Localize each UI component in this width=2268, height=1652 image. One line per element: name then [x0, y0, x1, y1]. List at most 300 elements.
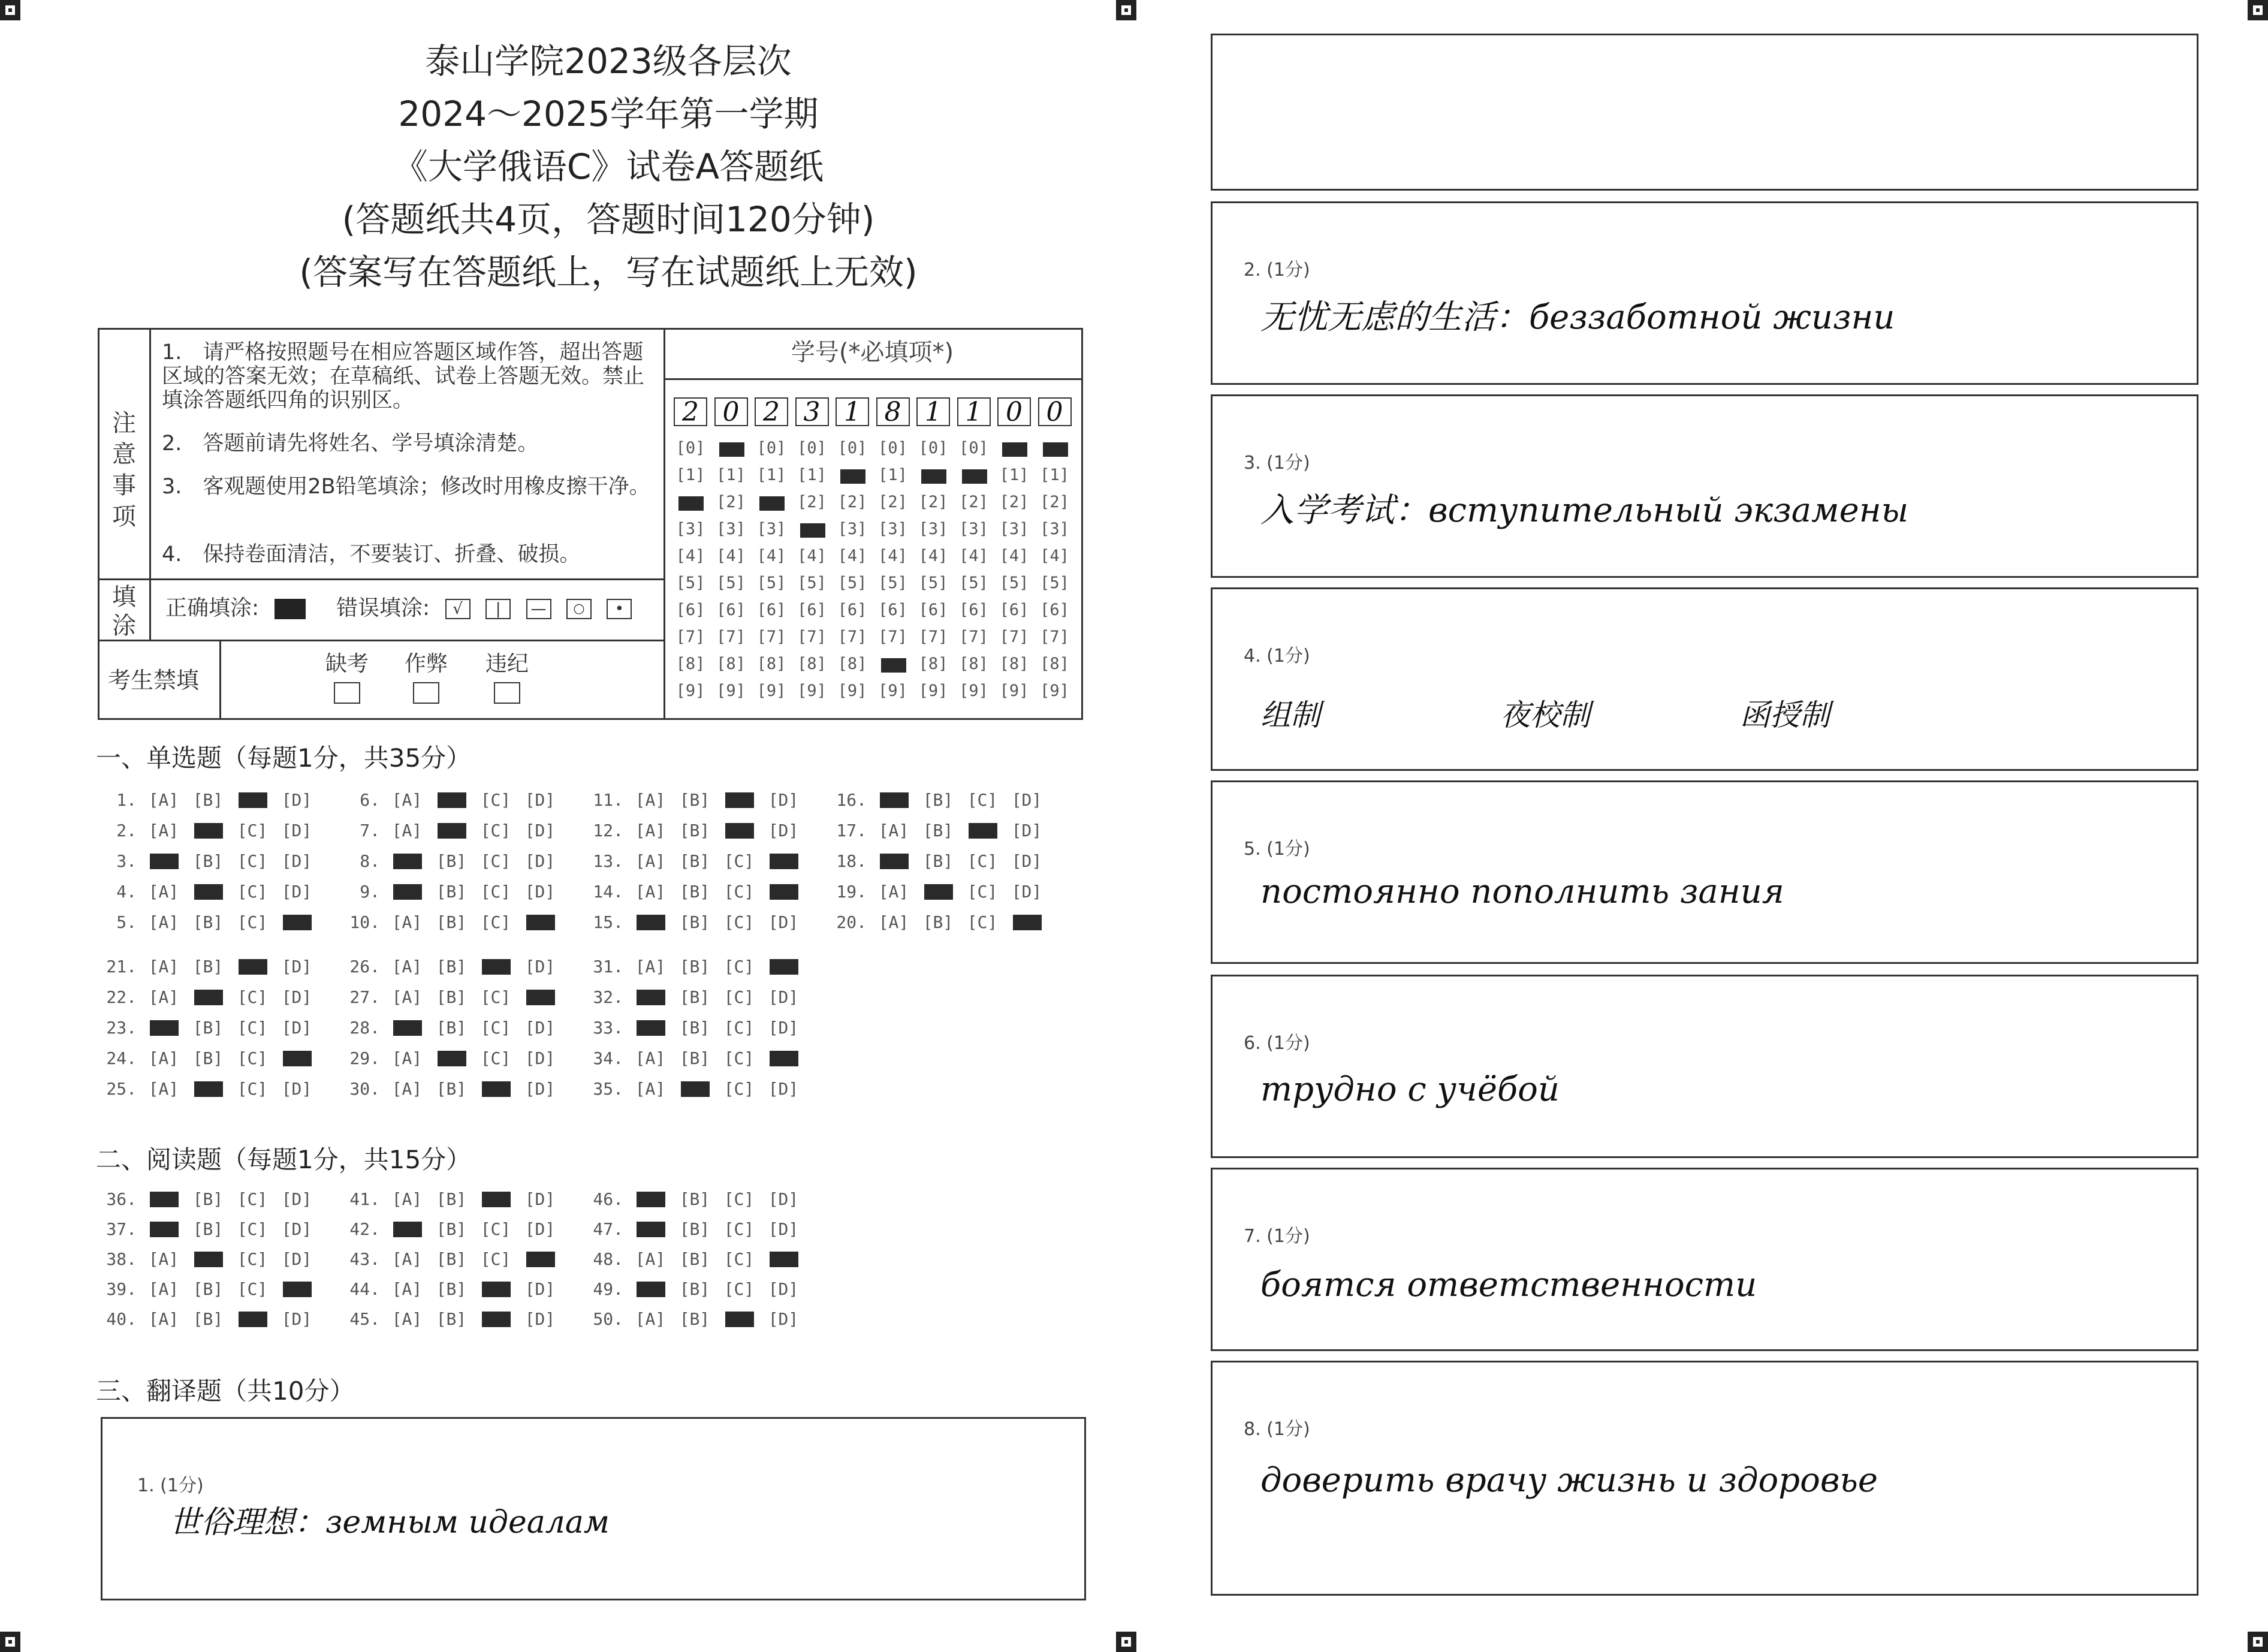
student-id-bubble-col8-1[interactable]	[957, 466, 991, 484]
absent-checkbox[interactable]	[334, 682, 360, 704]
option-a-bubble[interactable]: [A]	[391, 912, 423, 932]
option-d-bubble[interactable]: [D]	[281, 1189, 312, 1209]
option-a-bubble[interactable]	[628, 912, 672, 932]
option-c-bubble[interactable]: [C]	[237, 1079, 268, 1099]
student-id-bubble-col10-5[interactable]: [5]	[1040, 574, 1069, 592]
student-id-bubble-col1-6[interactable]: [6]	[675, 601, 705, 619]
option-c-bubble[interactable]	[473, 1309, 518, 1329]
option-b-bubble[interactable]: [B]	[192, 1279, 224, 1299]
option-d-bubble[interactable]	[761, 851, 806, 871]
option-c-bubble[interactable]: [C]	[237, 1279, 268, 1299]
option-c-bubble[interactable]	[230, 1309, 275, 1329]
student-id-bubble-col6-0[interactable]: [0]	[878, 439, 907, 457]
student-id-bubble-col8-6[interactable]: [6]	[959, 601, 988, 619]
option-d-bubble[interactable]: [D]	[524, 1189, 556, 1209]
student-id-bubble-col5-8[interactable]: [8]	[837, 655, 867, 673]
student-id-bubble-col7-3[interactable]: [3]	[918, 520, 948, 538]
option-b-bubble[interactable]: [B]	[679, 851, 710, 871]
option-b-bubble[interactable]: [B]	[436, 1079, 467, 1099]
student-id-bubble-col7-7[interactable]: [7]	[918, 628, 948, 646]
student-id-bubble-col5-4[interactable]: [4]	[837, 547, 867, 565]
option-a-bubble[interactable]: [A]	[148, 1048, 179, 1068]
option-b-bubble[interactable]: [B]	[192, 957, 224, 976]
option-d-bubble[interactable]	[518, 987, 562, 1007]
option-b-bubble[interactable]: [B]	[922, 821, 954, 840]
option-d-bubble[interactable]: [D]	[281, 790, 312, 810]
option-d-bubble[interactable]: [D]	[768, 987, 799, 1007]
option-b-bubble[interactable]: [B]	[679, 1048, 710, 1068]
option-b-bubble[interactable]	[186, 821, 230, 840]
option-a-bubble[interactable]: [A]	[391, 957, 423, 976]
option-a-bubble[interactable]	[385, 882, 429, 902]
option-b-bubble[interactable]: [B]	[436, 1279, 467, 1299]
student-id-bubble-col10-1[interactable]: [1]	[1040, 466, 1069, 484]
option-b-bubble[interactable]: [B]	[679, 957, 710, 976]
option-d-bubble[interactable]: [D]	[768, 1219, 799, 1239]
option-a-bubble[interactable]	[871, 790, 916, 810]
option-b-bubble[interactable]	[429, 821, 473, 840]
option-c-bubble[interactable]: [C]	[480, 851, 511, 871]
option-a-bubble[interactable]	[628, 1279, 672, 1299]
option-b-bubble[interactable]: [B]	[436, 912, 467, 932]
option-c-bubble[interactable]	[230, 790, 275, 810]
translation-box-3[interactable]	[1211, 394, 2198, 578]
option-a-bubble[interactable]	[385, 1219, 429, 1239]
student-id-bubble-col10-4[interactable]: [4]	[1040, 547, 1069, 565]
option-a-bubble[interactable]: [A]	[635, 851, 666, 871]
option-c-bubble[interactable]: [C]	[237, 882, 268, 902]
option-c-bubble[interactable]	[473, 1079, 518, 1099]
option-b-bubble[interactable]: [B]	[436, 987, 467, 1007]
student-id-bubble-col10-0[interactable]	[1038, 439, 1072, 457]
option-a-bubble[interactable]: [A]	[391, 1309, 423, 1329]
option-c-bubble[interactable]: [C]	[967, 790, 998, 810]
option-d-bubble[interactable]: [D]	[524, 790, 556, 810]
option-a-bubble[interactable]: [A]	[635, 957, 666, 976]
translation-box-4[interactable]	[1211, 587, 2198, 771]
option-d-bubble[interactable]	[518, 912, 562, 932]
student-id-bubble-col9-1[interactable]: [1]	[999, 466, 1029, 484]
option-a-bubble[interactable]: [A]	[635, 1048, 666, 1068]
option-d-bubble[interactable]: [D]	[524, 1279, 556, 1299]
option-b-bubble[interactable]: [B]	[436, 1309, 467, 1329]
student-id-bubble-col9-0[interactable]	[997, 439, 1031, 457]
student-id-bubble-col6-5[interactable]: [5]	[878, 574, 907, 592]
option-d-bubble[interactable]	[275, 1279, 319, 1299]
student-id-bubble-col4-4[interactable]: [4]	[797, 547, 827, 565]
student-id-bubble-col6-4[interactable]: [4]	[878, 547, 907, 565]
option-a-bubble[interactable]	[385, 1018, 429, 1038]
translation-box-1[interactable]	[101, 1417, 1086, 1600]
option-d-bubble[interactable]: [D]	[281, 821, 312, 840]
student-id-bubble-col6-1[interactable]: [1]	[878, 466, 907, 484]
student-id-bubble-col1-5[interactable]: [5]	[675, 574, 705, 592]
translation-box-2[interactable]	[1211, 201, 2198, 385]
option-a-bubble[interactable]: [A]	[635, 1079, 666, 1099]
option-c-bubble[interactable]: [C]	[723, 957, 755, 976]
option-d-bubble[interactable]: [D]	[524, 851, 556, 871]
student-id-bubble-col1-9[interactable]: [9]	[675, 682, 705, 700]
option-a-bubble[interactable]	[628, 1018, 672, 1038]
option-d-bubble[interactable]: [D]	[524, 1018, 556, 1038]
option-a-bubble[interactable]	[871, 851, 916, 871]
option-b-bubble[interactable]: [B]	[679, 1189, 710, 1209]
option-c-bubble[interactable]	[717, 821, 761, 840]
option-d-bubble[interactable]: [D]	[1011, 821, 1042, 840]
student-id-bubble-col4-0[interactable]: [0]	[797, 439, 827, 457]
translation-box-6[interactable]	[1211, 975, 2198, 1158]
option-b-bubble[interactable]	[429, 1048, 473, 1068]
option-c-bubble[interactable]: [C]	[723, 1249, 755, 1269]
student-id-bubble-col7-5[interactable]: [5]	[918, 574, 948, 592]
option-c-bubble[interactable]	[960, 821, 1005, 840]
option-b-bubble[interactable]: [B]	[436, 1018, 467, 1038]
student-id-bubble-col2-2[interactable]: [2]	[716, 493, 746, 511]
option-d-bubble[interactable]: [D]	[281, 851, 312, 871]
student-id-bubble-col3-1[interactable]: [1]	[756, 466, 786, 484]
student-id-bubble-col4-3[interactable]	[795, 520, 829, 538]
option-c-bubble[interactable]: [C]	[723, 1048, 755, 1068]
option-c-bubble[interactable]: [C]	[480, 790, 511, 810]
option-c-bubble[interactable]: [C]	[237, 912, 268, 932]
option-c-bubble[interactable]: [C]	[723, 1279, 755, 1299]
option-c-bubble[interactable]: [C]	[723, 987, 755, 1007]
student-id-bubble-col4-6[interactable]: [6]	[797, 601, 827, 619]
option-a-bubble[interactable]: [A]	[635, 1309, 666, 1329]
student-id-bubble-col5-0[interactable]: [0]	[837, 439, 867, 457]
option-d-bubble[interactable]: [D]	[768, 790, 799, 810]
option-b-bubble[interactable]	[672, 1079, 717, 1099]
student-id-bubble-col4-2[interactable]: [2]	[797, 493, 827, 511]
option-a-bubble[interactable]	[141, 1018, 186, 1038]
student-id-bubble-col2-0[interactable]	[714, 439, 748, 457]
student-id-bubble-col10-9[interactable]: [9]	[1040, 682, 1069, 700]
student-id-bubble-col4-5[interactable]: [5]	[797, 574, 827, 592]
option-d-bubble[interactable]: [D]	[281, 987, 312, 1007]
option-b-bubble[interactable]: [B]	[192, 1309, 224, 1329]
student-id-bubble-col6-3[interactable]: [3]	[878, 520, 907, 538]
student-id-bubble-col5-1[interactable]	[836, 466, 869, 484]
option-a-bubble[interactable]: [A]	[148, 1309, 179, 1329]
student-id-bubble-col3-6[interactable]: [6]	[756, 601, 786, 619]
option-a-bubble[interactable]: [A]	[635, 882, 666, 902]
option-c-bubble[interactable]: [C]	[237, 1048, 268, 1068]
option-a-bubble[interactable]: [A]	[148, 1279, 179, 1299]
student-id-bubble-col3-7[interactable]: [7]	[756, 628, 786, 646]
option-c-bubble[interactable]: [C]	[237, 1018, 268, 1038]
student-id-bubble-col3-4[interactable]: [4]	[756, 547, 786, 565]
student-id-bubble-col8-2[interactable]: [2]	[959, 493, 988, 511]
violation-checkbox[interactable]	[494, 682, 520, 704]
option-b-bubble[interactable]: [B]	[679, 1018, 710, 1038]
student-id-bubble-col6-2[interactable]: [2]	[878, 493, 907, 511]
option-a-bubble[interactable]: [A]	[391, 987, 423, 1007]
option-c-bubble[interactable]: [C]	[480, 882, 511, 902]
option-c-bubble[interactable]: [C]	[480, 912, 511, 932]
option-b-bubble[interactable]: [B]	[436, 1249, 467, 1269]
student-id-bubble-col9-4[interactable]: [4]	[999, 547, 1029, 565]
option-b-bubble[interactable]: [B]	[679, 987, 710, 1007]
option-c-bubble[interactable]: [C]	[967, 912, 998, 932]
option-c-bubble[interactable]	[230, 957, 275, 976]
student-id-bubble-col4-1[interactable]: [1]	[797, 466, 827, 484]
option-d-bubble[interactable]: [D]	[281, 1309, 312, 1329]
option-c-bubble[interactable]	[717, 1309, 761, 1329]
option-a-bubble[interactable]	[628, 1189, 672, 1209]
option-c-bubble[interactable]: [C]	[967, 851, 998, 871]
option-d-bubble[interactable]: [D]	[281, 1079, 312, 1099]
option-a-bubble[interactable]: [A]	[878, 912, 909, 932]
option-c-bubble[interactable]: [C]	[480, 1249, 511, 1269]
option-d-bubble[interactable]: [D]	[768, 1018, 799, 1038]
option-d-bubble[interactable]	[1005, 912, 1049, 932]
option-c-bubble[interactable]: [C]	[237, 987, 268, 1007]
student-id-bubble-col9-2[interactable]: [2]	[999, 493, 1029, 511]
student-id-bubble-col1-1[interactable]: [1]	[675, 466, 705, 484]
student-id-bubble-col2-6[interactable]: [6]	[716, 601, 746, 619]
student-id-bubble-col9-5[interactable]: [5]	[999, 574, 1029, 592]
option-b-bubble[interactable]	[429, 790, 473, 810]
option-b-bubble[interactable]: [B]	[679, 790, 710, 810]
option-b-bubble[interactable]	[186, 1079, 230, 1099]
option-a-bubble[interactable]: [A]	[148, 790, 179, 810]
option-a-bubble[interactable]: [A]	[148, 1079, 179, 1099]
option-d-bubble[interactable]: [D]	[524, 1079, 556, 1099]
option-b-bubble[interactable]	[916, 882, 960, 902]
option-c-bubble[interactable]: [C]	[237, 821, 268, 840]
option-d-bubble[interactable]: [D]	[768, 1189, 799, 1209]
student-id-bubble-col6-9[interactable]: [9]	[878, 682, 907, 700]
option-d-bubble[interactable]: [D]	[524, 1309, 556, 1329]
student-id-bubble-col6-6[interactable]: [6]	[878, 601, 907, 619]
option-a-bubble[interactable]: [A]	[391, 821, 423, 840]
student-id-bubble-col6-8[interactable]	[876, 655, 910, 673]
student-id-bubble-col2-4[interactable]: [4]	[716, 547, 746, 565]
student-id-bubble-col9-6[interactable]: [6]	[999, 601, 1029, 619]
student-id-bubble-col1-8[interactable]: [8]	[675, 655, 705, 673]
option-d-bubble[interactable]: [D]	[281, 1219, 312, 1239]
option-c-bubble[interactable]: [C]	[723, 882, 755, 902]
option-d-bubble[interactable]: [D]	[768, 1079, 799, 1099]
translation-box-1-continued[interactable]	[1211, 34, 2198, 191]
option-b-bubble[interactable]: [B]	[192, 1018, 224, 1038]
option-d-bubble[interactable]	[275, 912, 319, 932]
option-d-bubble[interactable]: [D]	[281, 1249, 312, 1269]
option-b-bubble[interactable]	[186, 1249, 230, 1269]
option-c-bubble[interactable]: [C]	[723, 912, 755, 932]
student-id-bubble-col8-8[interactable]: [8]	[959, 655, 988, 673]
option-a-bubble[interactable]	[628, 1219, 672, 1239]
cheat-checkbox[interactable]	[413, 682, 439, 704]
option-b-bubble[interactable]: [B]	[192, 912, 224, 932]
student-id-bubble-col1-2[interactable]	[674, 493, 707, 511]
student-id-bubble-col4-8[interactable]: [8]	[797, 655, 827, 673]
option-c-bubble[interactable]: [C]	[480, 1219, 511, 1239]
translation-box-8[interactable]	[1211, 1361, 2198, 1596]
option-b-bubble[interactable]: [B]	[192, 1219, 224, 1239]
option-d-bubble[interactable]	[761, 957, 806, 976]
student-id-bubble-col3-9[interactable]: [9]	[756, 682, 786, 700]
option-b-bubble[interactable]: [B]	[679, 821, 710, 840]
option-d-bubble[interactable]: [D]	[524, 957, 556, 976]
option-a-bubble[interactable]: [A]	[391, 1079, 423, 1099]
student-id-bubble-col9-7[interactable]: [7]	[999, 628, 1029, 646]
student-id-bubble-col8-9[interactable]: [9]	[959, 682, 988, 700]
option-c-bubble[interactable]: [C]	[480, 821, 511, 840]
student-id-bubble-col8-0[interactable]: [0]	[959, 439, 988, 457]
option-d-bubble[interactable]: [D]	[524, 1219, 556, 1239]
student-id-bubble-col4-9[interactable]: [9]	[797, 682, 827, 700]
option-a-bubble[interactable]: [A]	[391, 1189, 423, 1209]
option-b-bubble[interactable]: [B]	[436, 1219, 467, 1239]
option-c-bubble[interactable]: [C]	[723, 1018, 755, 1038]
option-c-bubble[interactable]: [C]	[237, 851, 268, 871]
option-a-bubble[interactable]: [A]	[878, 821, 909, 840]
option-c-bubble[interactable]	[473, 1189, 518, 1209]
option-a-bubble[interactable]	[141, 1219, 186, 1239]
student-id-bubble-col2-5[interactable]: [5]	[716, 574, 746, 592]
student-id-bubble-col1-7[interactable]: [7]	[675, 628, 705, 646]
student-id-bubble-col5-3[interactable]: [3]	[837, 520, 867, 538]
option-d-bubble[interactable]: [D]	[281, 882, 312, 902]
option-a-bubble[interactable]: [A]	[148, 1249, 179, 1269]
student-id-bubble-col7-9[interactable]: [9]	[918, 682, 948, 700]
option-a-bubble[interactable]: [A]	[391, 790, 423, 810]
option-c-bubble[interactable]: [C]	[723, 1189, 755, 1209]
option-a-bubble[interactable]: [A]	[148, 821, 179, 840]
option-c-bubble[interactable]: [C]	[480, 1018, 511, 1038]
student-id-bubble-col5-2[interactable]: [2]	[837, 493, 867, 511]
option-a-bubble[interactable]: [A]	[148, 912, 179, 932]
option-a-bubble[interactable]	[628, 987, 672, 1007]
option-a-bubble[interactable]: [A]	[635, 821, 666, 840]
student-id-bubble-col3-0[interactable]: [0]	[756, 439, 786, 457]
translation-box-5[interactable]	[1211, 780, 2198, 964]
student-id-bubble-col9-8[interactable]: [8]	[999, 655, 1029, 673]
option-c-bubble[interactable]	[473, 957, 518, 976]
option-c-bubble[interactable]: [C]	[480, 987, 511, 1007]
student-id-bubble-col2-8[interactable]: [8]	[716, 655, 746, 673]
student-id-bubble-col8-7[interactable]: [7]	[959, 628, 988, 646]
option-b-bubble[interactable]	[186, 882, 230, 902]
student-id-bubble-col10-8[interactable]: [8]	[1040, 655, 1069, 673]
student-id-bubble-col3-8[interactable]: [8]	[756, 655, 786, 673]
option-b-bubble[interactable]	[186, 987, 230, 1007]
option-d-bubble[interactable]: [D]	[768, 1309, 799, 1329]
student-id-bubble-col5-9[interactable]: [9]	[837, 682, 867, 700]
student-id-bubble-col10-2[interactable]: [2]	[1040, 493, 1069, 511]
translation-box-7[interactable]	[1211, 1168, 2198, 1351]
student-id-bubble-col8-5[interactable]: [5]	[959, 574, 988, 592]
option-d-bubble[interactable]	[761, 1048, 806, 1068]
student-id-bubble-col4-7[interactable]: [7]	[797, 628, 827, 646]
option-a-bubble[interactable]: [A]	[878, 882, 909, 902]
option-c-bubble[interactable]: [C]	[237, 1219, 268, 1239]
student-id-bubble-col10-7[interactable]: [7]	[1040, 628, 1069, 646]
option-b-bubble[interactable]: [B]	[192, 851, 224, 871]
option-d-bubble[interactable]: [D]	[1011, 851, 1042, 871]
option-b-bubble[interactable]: [B]	[436, 1189, 467, 1209]
student-id-bubble-col1-0[interactable]: [0]	[675, 439, 705, 457]
student-id-bubble-col5-7[interactable]: [7]	[837, 628, 867, 646]
student-id-bubble-col7-8[interactable]: [8]	[918, 655, 948, 673]
option-b-bubble[interactable]: [B]	[436, 851, 467, 871]
option-b-bubble[interactable]: [B]	[922, 912, 954, 932]
student-id-bubble-col6-7[interactable]: [7]	[878, 628, 907, 646]
student-id-bubble-col8-3[interactable]: [3]	[959, 520, 988, 538]
student-id-bubble-col9-9[interactable]: [9]	[999, 682, 1029, 700]
student-id-bubble-col5-6[interactable]: [6]	[837, 601, 867, 619]
option-a-bubble[interactable]	[141, 851, 186, 871]
student-id-bubble-col10-3[interactable]: [3]	[1040, 520, 1069, 538]
option-c-bubble[interactable]: [C]	[723, 1079, 755, 1099]
option-b-bubble[interactable]: [B]	[679, 912, 710, 932]
option-b-bubble[interactable]: [B]	[436, 882, 467, 902]
option-a-bubble[interactable]: [A]	[391, 1279, 423, 1299]
student-id-bubble-col1-3[interactable]: [3]	[675, 520, 705, 538]
student-id-bubble-col7-2[interactable]: [2]	[918, 493, 948, 511]
student-id-bubble-col3-5[interactable]: [5]	[756, 574, 786, 592]
option-b-bubble[interactable]: [B]	[192, 1048, 224, 1068]
option-c-bubble[interactable]: [C]	[480, 1048, 511, 1068]
option-d-bubble[interactable]: [D]	[524, 1048, 556, 1068]
option-a-bubble[interactable]: [A]	[391, 1048, 423, 1068]
student-id-bubble-col3-2[interactable]	[755, 493, 788, 511]
option-b-bubble[interactable]: [B]	[436, 957, 467, 976]
student-id-bubble-col7-4[interactable]: [4]	[918, 547, 948, 565]
option-d-bubble[interactable]: [D]	[524, 882, 556, 902]
option-a-bubble[interactable]: [A]	[148, 882, 179, 902]
option-b-bubble[interactable]: [B]	[679, 882, 710, 902]
option-c-bubble[interactable]	[717, 790, 761, 810]
student-id-bubble-col7-6[interactable]: [6]	[918, 601, 948, 619]
option-d-bubble[interactable]: [D]	[281, 1018, 312, 1038]
option-b-bubble[interactable]: [B]	[679, 1279, 710, 1299]
option-a-bubble[interactable]: [A]	[148, 957, 179, 976]
student-id-bubble-col10-6[interactable]: [6]	[1040, 601, 1069, 619]
option-b-bubble[interactable]: [B]	[192, 1189, 224, 1209]
student-id-bubble-col8-4[interactable]: [4]	[959, 547, 988, 565]
student-id-bubble-col2-9[interactable]: [9]	[716, 682, 746, 700]
option-d-bubble[interactable]: [D]	[768, 912, 799, 932]
option-b-bubble[interactable]: [B]	[192, 790, 224, 810]
student-id-bubble-col7-0[interactable]: [0]	[918, 439, 948, 457]
option-c-bubble[interactable]: [C]	[723, 1219, 755, 1239]
student-id-bubble-col9-3[interactable]: [3]	[999, 520, 1029, 538]
student-id-bubble-col3-3[interactable]: [3]	[756, 520, 786, 538]
option-b-bubble[interactable]: [B]	[922, 790, 954, 810]
option-a-bubble[interactable]	[141, 1189, 186, 1209]
student-id-bubble-col1-4[interactable]: [4]	[675, 547, 705, 565]
option-d-bubble[interactable]	[275, 1048, 319, 1068]
option-a-bubble[interactable]	[385, 851, 429, 871]
student-id-bubble-col2-3[interactable]: [3]	[716, 520, 746, 538]
option-a-bubble[interactable]: [A]	[391, 1249, 423, 1269]
option-c-bubble[interactable]	[473, 1279, 518, 1299]
option-d-bubble[interactable]: [D]	[281, 957, 312, 976]
student-id-bubble-col7-1[interactable]	[916, 466, 950, 484]
option-c-bubble[interactable]: [C]	[967, 882, 998, 902]
student-id-bubble-col2-1[interactable]: [1]	[716, 466, 746, 484]
option-d-bubble[interactable]	[761, 1249, 806, 1269]
option-b-bubble[interactable]: [B]	[679, 1219, 710, 1239]
option-c-bubble[interactable]: [C]	[237, 1249, 268, 1269]
option-d-bubble[interactable]: [D]	[1011, 882, 1042, 902]
option-d-bubble[interactable]: [D]	[1011, 790, 1042, 810]
option-c-bubble[interactable]: [C]	[723, 851, 755, 871]
option-a-bubble[interactable]: [A]	[148, 987, 179, 1007]
option-a-bubble[interactable]: [A]	[635, 1249, 666, 1269]
